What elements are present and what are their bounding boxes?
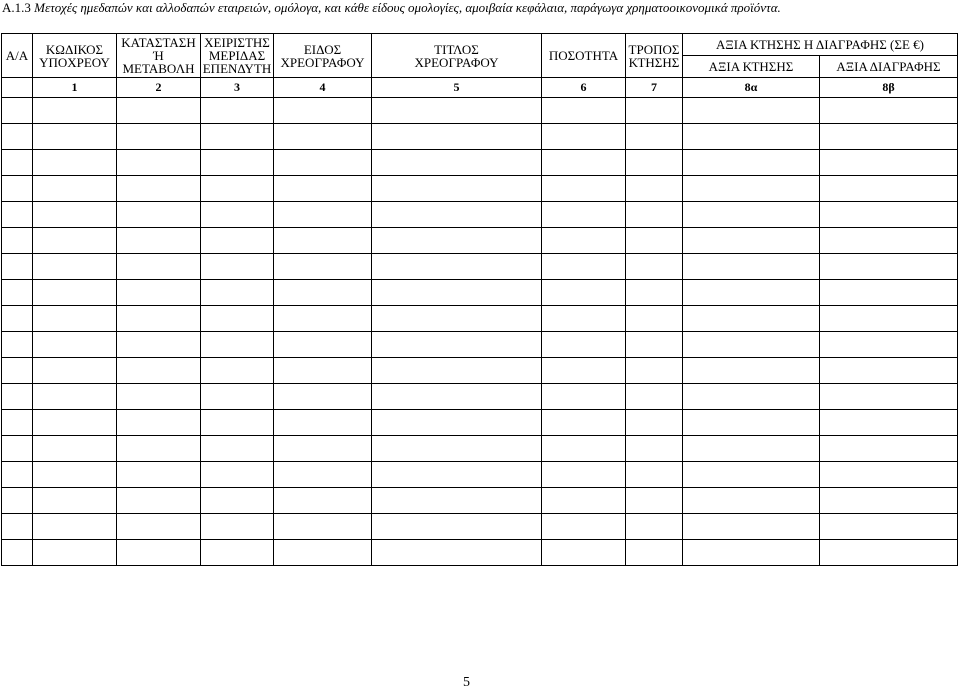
table-cell [117, 150, 201, 176]
table-cell [542, 98, 626, 124]
table-cell [820, 358, 958, 384]
table-cell [117, 124, 201, 150]
table-cell [274, 540, 372, 566]
table-cell [201, 332, 274, 358]
table-cell [372, 202, 542, 228]
header-axia-diagrafis: ΑΞΙΑ ΔΙΑΓΡΑΦΗΣ [820, 56, 958, 78]
table-cell [117, 358, 201, 384]
table-cell [274, 488, 372, 514]
table-cell [820, 202, 958, 228]
table-cell [820, 540, 958, 566]
table-cell [542, 176, 626, 202]
table-cell [820, 410, 958, 436]
table-cell [372, 306, 542, 332]
table-cell [542, 436, 626, 462]
table-cell [372, 228, 542, 254]
table-cell [201, 306, 274, 332]
table-cell [117, 462, 201, 488]
table-cell [626, 228, 683, 254]
table-cell [2, 384, 33, 410]
table-cell [626, 124, 683, 150]
table-row [2, 254, 958, 280]
table-cell [2, 254, 33, 280]
table-cell [820, 228, 958, 254]
table-cell [201, 280, 274, 306]
table-cell [683, 384, 820, 410]
table-cell [683, 228, 820, 254]
table-cell [274, 514, 372, 540]
table-cell [2, 358, 33, 384]
table-cell [274, 254, 372, 280]
table-cell [626, 150, 683, 176]
table-cell [2, 176, 33, 202]
table-cell [626, 176, 683, 202]
table-cell [820, 124, 958, 150]
header-xeiristis: ΧΕΙΡΙΣΤΗΣ ΜΕΡΙΔΑΣ ΕΠΕΝΔΥΤΗ [201, 34, 274, 78]
table-cell [372, 280, 542, 306]
table-row [2, 514, 958, 540]
table-cell [372, 124, 542, 150]
table-cell [117, 176, 201, 202]
table-cell [117, 436, 201, 462]
table-cell [117, 410, 201, 436]
table-cell [542, 306, 626, 332]
table-cell [372, 332, 542, 358]
table-cell [626, 280, 683, 306]
table-cell [33, 176, 117, 202]
table-cell [683, 124, 820, 150]
table-cell [201, 514, 274, 540]
table-cell [683, 98, 820, 124]
table-cell [2, 514, 33, 540]
table-cell [372, 514, 542, 540]
table-cell [820, 280, 958, 306]
table-cell [2, 332, 33, 358]
table-cell [117, 306, 201, 332]
table-row [2, 98, 958, 124]
table-cell [117, 488, 201, 514]
table-cell [372, 410, 542, 436]
table-cell [33, 358, 117, 384]
table-row [2, 410, 958, 436]
table-cell [274, 358, 372, 384]
table-cell [372, 436, 542, 462]
table-cell [201, 436, 274, 462]
table-cell [201, 488, 274, 514]
table-cell [274, 202, 372, 228]
table-cell [626, 436, 683, 462]
table-cell [626, 254, 683, 280]
header-row-1 [2, 34, 958, 56]
table-row [2, 358, 958, 384]
page-number: 5 [463, 675, 470, 690]
section-title-text: Μετοχές ημεδαπών και αλλοδαπών εταιρειών, ομόλογα, και κάθε είδους ομολογίες, αμοιβαία κεφάλαια, παράγωγα χρηματοοικονομικά προϊόντα. [34, 0, 781, 15]
table-cell [683, 410, 820, 436]
table-cell [33, 436, 117, 462]
table-cell [820, 462, 958, 488]
table-cell [33, 98, 117, 124]
table-cell [372, 150, 542, 176]
table-cell [201, 98, 274, 124]
table-cell [372, 254, 542, 280]
column-number-row [2, 78, 958, 98]
column-number: 2 [117, 78, 201, 98]
table-cell [201, 124, 274, 150]
table-cell [626, 462, 683, 488]
header-katastasi: ΚΑΤΑΣΤΑΣΗ Ή ΜΕΤΑΒΟΛΗ [117, 34, 201, 78]
table-cell [372, 540, 542, 566]
header-axia-ktisis: ΑΞΙΑ ΚΤΗΣΗΣ [683, 56, 820, 78]
table-cell [2, 436, 33, 462]
table-cell [117, 202, 201, 228]
column-number: 5 [372, 78, 542, 98]
column-number: 8α [683, 78, 820, 98]
table-cell [820, 150, 958, 176]
table-cell [33, 202, 117, 228]
table-cell [542, 514, 626, 540]
table-cell [542, 228, 626, 254]
table-cell [117, 540, 201, 566]
table-cell [33, 332, 117, 358]
table-cell [117, 228, 201, 254]
table-cell [117, 98, 201, 124]
table-row [2, 436, 958, 462]
table-cell [33, 462, 117, 488]
table-cell [33, 540, 117, 566]
column-number: 1 [33, 78, 117, 98]
table-cell [626, 488, 683, 514]
column-number [2, 78, 33, 98]
table-cell [33, 280, 117, 306]
table-cell [201, 410, 274, 436]
securities-table [1, 33, 958, 566]
table-cell [372, 176, 542, 202]
table-row [2, 280, 958, 306]
table-cell [274, 150, 372, 176]
table-cell [683, 150, 820, 176]
table-cell [33, 254, 117, 280]
header-aa: Α/Α [2, 34, 33, 78]
column-number: 3 [201, 78, 274, 98]
table-cell [820, 254, 958, 280]
table-cell [372, 384, 542, 410]
table-cell [372, 358, 542, 384]
table-cell [274, 98, 372, 124]
header-eidos: ΕΙΔΟΣ ΧΡΕΟΓΡΑΦΟΥ [274, 34, 372, 78]
table-cell [683, 176, 820, 202]
table-cell [683, 254, 820, 280]
table-cell [2, 306, 33, 332]
header-posotita: ΠΟΣΟΤΗΤΑ [542, 34, 626, 78]
table-cell [117, 332, 201, 358]
table-cell [542, 410, 626, 436]
table-cell [2, 488, 33, 514]
header-titlos: ΤΙΤΛΟΣ ΧΡΕΟΓΡΑΦΟΥ [372, 34, 542, 78]
table-cell [274, 124, 372, 150]
table-cell [201, 384, 274, 410]
table-cell [2, 150, 33, 176]
table-row [2, 228, 958, 254]
table-cell [274, 384, 372, 410]
table-cell [274, 280, 372, 306]
table-cell [33, 488, 117, 514]
table-cell [33, 514, 117, 540]
header-kodikos: ΚΩΔΙΚΟΣ ΥΠΟΧΡΕΟΥ [33, 34, 117, 78]
table-cell [542, 332, 626, 358]
table-cell [542, 150, 626, 176]
section-title [2, 0, 781, 16]
table-cell [274, 410, 372, 436]
table-cell [683, 462, 820, 488]
table-cell [542, 280, 626, 306]
table-cell [626, 540, 683, 566]
table-cell [683, 514, 820, 540]
table-cell [33, 384, 117, 410]
table-cell [626, 410, 683, 436]
table-cell [542, 202, 626, 228]
table-cell [820, 488, 958, 514]
table-cell [117, 280, 201, 306]
table-cell [683, 540, 820, 566]
table-cell [683, 488, 820, 514]
table-row [2, 488, 958, 514]
table-cell [820, 176, 958, 202]
table-cell [820, 332, 958, 358]
column-number: 8β [820, 78, 958, 98]
table-cell [274, 176, 372, 202]
table-cell [542, 462, 626, 488]
table-cell [542, 254, 626, 280]
table-cell [542, 384, 626, 410]
table-cell [626, 306, 683, 332]
table-row [2, 176, 958, 202]
table-cell [820, 514, 958, 540]
table-cell [820, 436, 958, 462]
table-cell [372, 488, 542, 514]
table-cell [626, 384, 683, 410]
table-cell [372, 98, 542, 124]
table-cell [2, 124, 33, 150]
table-cell [820, 306, 958, 332]
table-cell [372, 462, 542, 488]
table-cell [626, 202, 683, 228]
table-cell [33, 410, 117, 436]
table-cell [117, 254, 201, 280]
table-cell [683, 332, 820, 358]
table-cell [683, 280, 820, 306]
table-cell [683, 202, 820, 228]
table-cell [201, 254, 274, 280]
table-row [2, 202, 958, 228]
table-cell [201, 202, 274, 228]
table-cell [626, 98, 683, 124]
table-cell [201, 540, 274, 566]
table-cell [2, 228, 33, 254]
table-cell [542, 358, 626, 384]
table-cell [542, 540, 626, 566]
table-cell [683, 306, 820, 332]
table-cell [201, 462, 274, 488]
table-row [2, 332, 958, 358]
table-cell [626, 332, 683, 358]
table-row [2, 306, 958, 332]
table-cell [33, 228, 117, 254]
column-number: 6 [542, 78, 626, 98]
table-cell [542, 488, 626, 514]
table-row [2, 540, 958, 566]
table-cell [201, 228, 274, 254]
table-cell [117, 384, 201, 410]
table-row [2, 124, 958, 150]
table-cell [2, 462, 33, 488]
table-cell [201, 358, 274, 384]
section-number: A.1.3 [2, 0, 35, 15]
table-cell [2, 410, 33, 436]
table-cell [274, 462, 372, 488]
table-cell [820, 98, 958, 124]
table-cell [2, 98, 33, 124]
table-cell [274, 332, 372, 358]
table-cell [626, 358, 683, 384]
header-tropos: ΤΡΟΠΟΣ ΚΤΗΣΗΣ [626, 34, 683, 78]
column-number: 7 [626, 78, 683, 98]
table-cell [33, 150, 117, 176]
table-cell [33, 306, 117, 332]
table-cell [2, 202, 33, 228]
table-cell [683, 358, 820, 384]
table-cell [820, 384, 958, 410]
table-cell [33, 124, 117, 150]
table-cell [626, 514, 683, 540]
table-cell [117, 514, 201, 540]
column-number: 4 [274, 78, 372, 98]
table-cell [2, 280, 33, 306]
table-cell [683, 436, 820, 462]
table-cell [2, 540, 33, 566]
table-cell [274, 228, 372, 254]
table-row [2, 384, 958, 410]
table-cell [201, 176, 274, 202]
table-row [2, 150, 958, 176]
header-axia-group: ΑΞΙΑ ΚΤΗΣΗΣ Η ΔΙΑΓΡΑΦΗΣ (ΣΕ €) [683, 34, 958, 56]
table-cell [274, 436, 372, 462]
table-cell [201, 150, 274, 176]
table-cell [274, 306, 372, 332]
table-cell [542, 124, 626, 150]
table-row [2, 462, 958, 488]
